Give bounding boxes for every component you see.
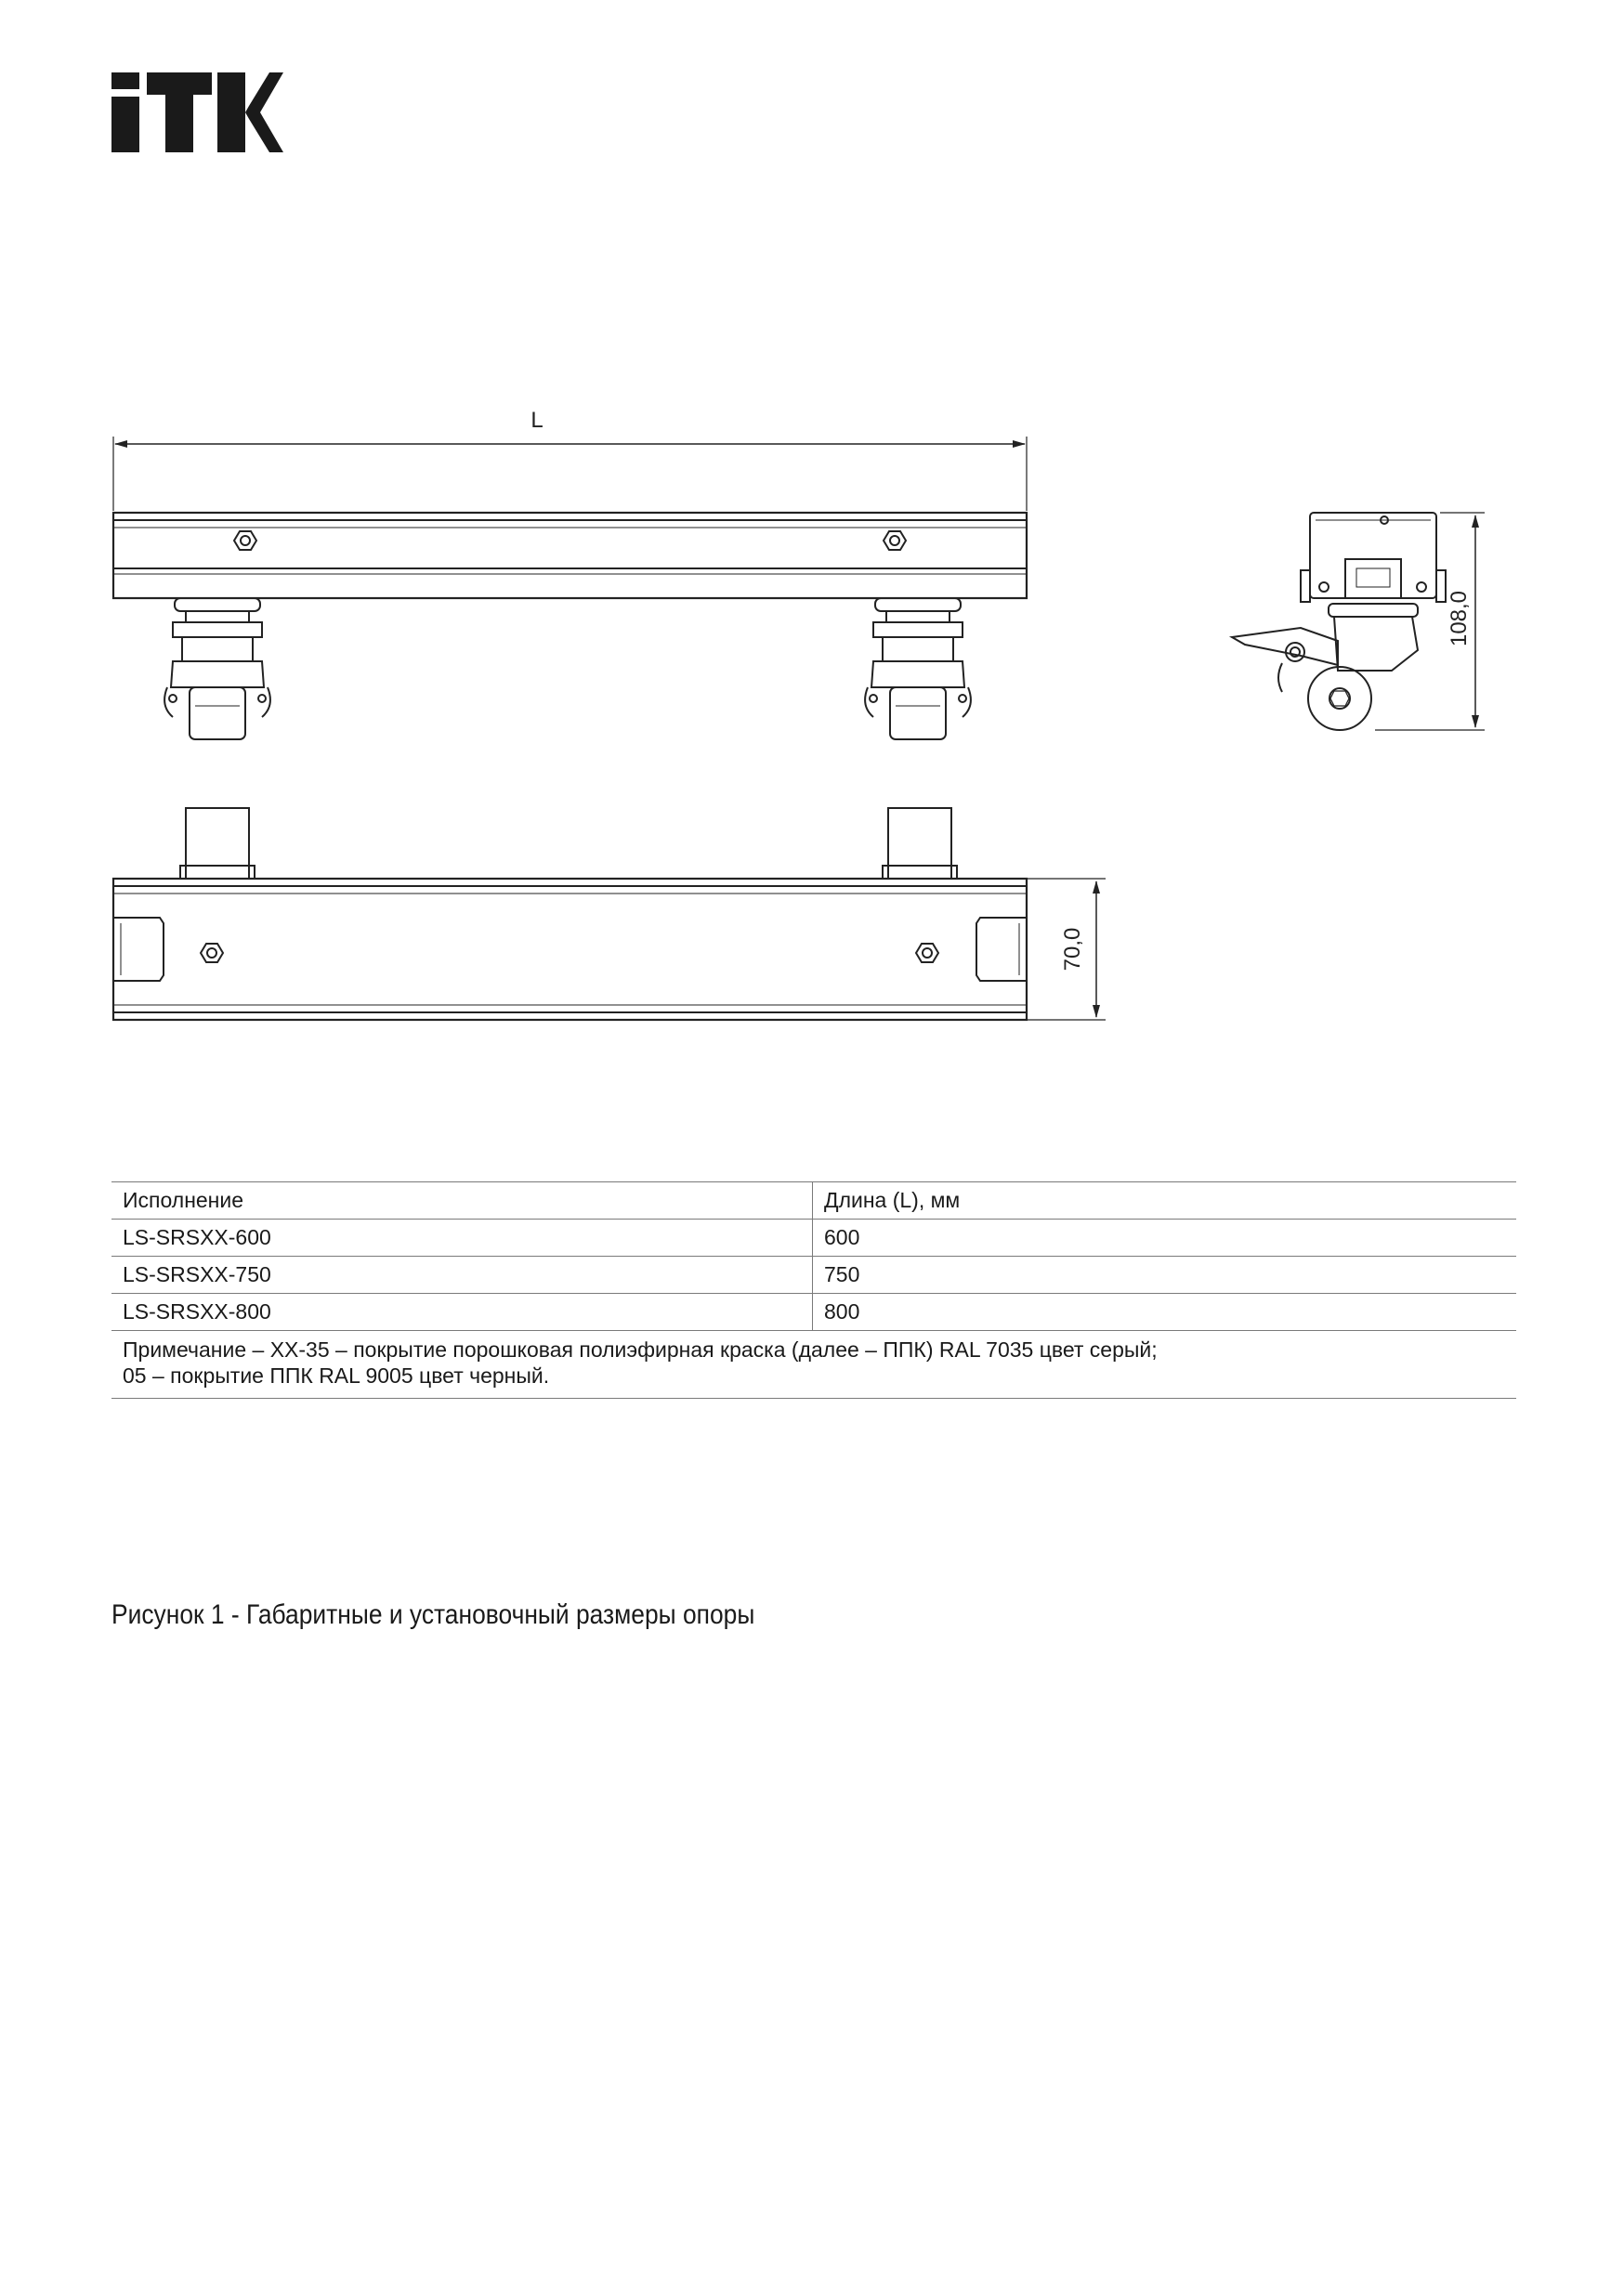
table-row — [111, 1220, 1516, 1257]
note-line-2: 05 – покрытие ППК RAL 9005 цвет черный. — [123, 1363, 550, 1388]
table-cell: LS-SRSXX-800 — [111, 1294, 813, 1331]
caster-left — [164, 598, 270, 739]
note-line-1: Примечание – XX-35 – покрытие порошковая полиэфирная краска (далее – ППК) RAL 7035 цвет серый; — [123, 1337, 1158, 1362]
table-header-cell: Длина (L), мм — [813, 1182, 1517, 1220]
bottom-view — [113, 808, 1106, 1020]
spec-table — [111, 1181, 1516, 1399]
technical-drawing — [0, 0, 1624, 1115]
table-note-row — [111, 1331, 1516, 1399]
dimension-length-label: L — [530, 408, 544, 433]
table-cell: 800 — [813, 1294, 1517, 1331]
dimension-profile-height-label: 70,0 — [1060, 927, 1085, 972]
figure-caption: Рисунок 1 - Габаритные и установочный размеры опоры — [111, 1599, 755, 1630]
table-header-row — [111, 1182, 1516, 1220]
table-cell: LS-SRSXX-750 — [111, 1257, 813, 1294]
table-row — [111, 1257, 1516, 1294]
caster-right — [865, 598, 971, 739]
front-view — [113, 437, 1027, 739]
table-cell: 750 — [813, 1257, 1517, 1294]
table-cell: 600 — [813, 1220, 1517, 1257]
bolt-icon — [884, 531, 906, 550]
table-header-cell: Исполнение — [111, 1182, 813, 1220]
table-note — [111, 1331, 1516, 1399]
dimension-caster-height-label: 108,0 — [1447, 590, 1472, 647]
bolt-icon — [916, 944, 938, 962]
table-row — [111, 1294, 1516, 1331]
bolt-icon — [201, 944, 223, 962]
table-cell: LS-SRSXX-600 — [111, 1220, 813, 1257]
bolt-icon — [234, 531, 256, 550]
